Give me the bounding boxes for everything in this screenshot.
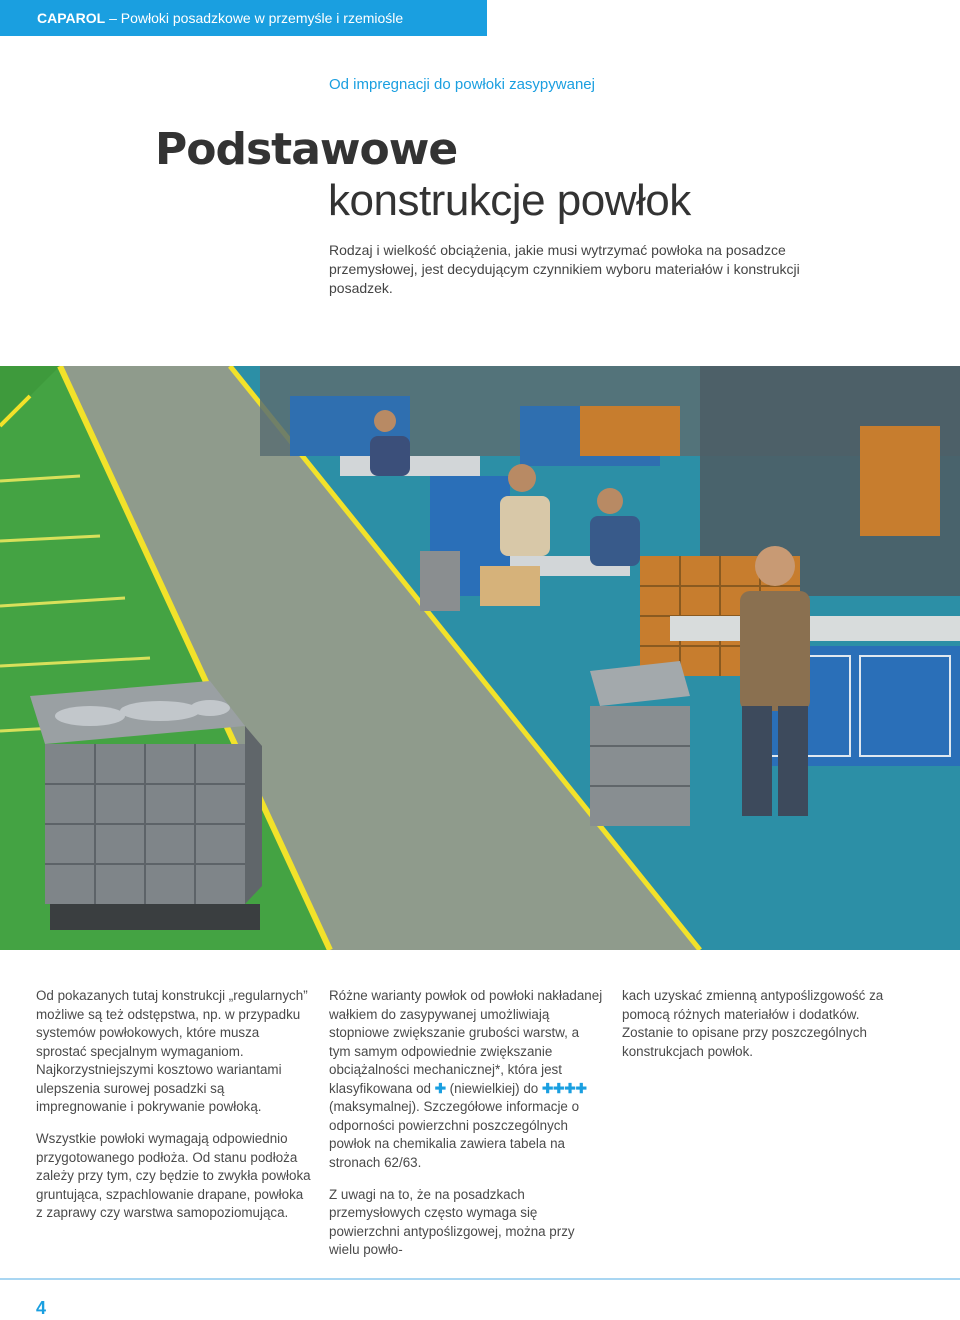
text-column-2: [329, 974, 604, 1273]
page-title-line1: Podstawowe: [155, 124, 458, 175]
page-title-line2: konstrukcje powłok: [328, 176, 691, 225]
col2-text-c: (maksymalnej). Szczegółowe informacje o odporności powierzchni poszczególnych powłok na chemikalia zawiera tabela na stronach 62/63.: [329, 1099, 580, 1170]
col3-paragraph-1: kach uzyskać zmienną antypoślizgowość za pomocą różnych materiałów i dodatków. Zostanie to opisane przy poszczególnych konstrukcjach powłok.: [622, 988, 884, 1059]
text-column-3: [622, 974, 897, 1075]
col1-paragraph-2: Wszystkie powłoki wymagają odpowiednio przygotowanego podłoża. Od stanu podłoża zależy przy tym, czy będzie to zwykła powłoka gruntująca, szpachlowanie drapane, powłoka z zaprawy czy warstwa samopoziomująca.: [36, 1131, 311, 1221]
text-column-1: [36, 974, 311, 1236]
col2-paragraph-2: Z uwagi na to, że na posadzkach przemysłowych często wymaga się powierzchni antypoślizgowej, można przy wielu powło-: [329, 1186, 575, 1258]
col1-paragraph-1: Od pokazanych tutaj konstrukcji „regularnych” możliwe są też odstępstwa, np. w przypadku systemów powłokowych, które musza sprostać specjalnym wymaganiom. Najkorzystniejszymi kosztowo wariantami ulepszenia surowej posadzki są impregnowanie i pokrywanie powłoką.: [36, 988, 308, 1115]
plus-one-icon: ✚: [434, 1080, 446, 1096]
footer-divider: [0, 1278, 960, 1280]
lead-paragraph: Rodzaj i wielkość obciążenia, jakie musi wytrzymać powłoka na posadzce przemysłowej, jest decydującym czynnikiem wyboru materiałów i konstrukcji posadzek.: [329, 242, 800, 296]
brand-name: CAPAROL: [37, 10, 106, 26]
factory-floor-photo: [0, 366, 960, 950]
header-bar: [0, 0, 487, 36]
col2-text-a: Różne warianty powłok od powłoki nakładanej wałkiem do zasypywanej umożliwiają stopniowe zwiększanie grubości warstw, a tym samym odpowiednie zwiększanie obciążalności mechanicznej*, która jest klasyfikowana od: [329, 988, 603, 1096]
col2-paragraph-1: [329, 987, 604, 1172]
section-kicker: Od impregnacji do powłoki zasypywanej: [329, 76, 595, 93]
header-subtitle: – Powłoki posadzkowe w przemyśle i rzemiośle: [105, 10, 404, 26]
page-number: 4: [36, 1298, 47, 1318]
plus-four-icon: ✚✚✚✚: [541, 1080, 587, 1096]
col2-text-b: (niewielkiej) do: [445, 1080, 542, 1096]
